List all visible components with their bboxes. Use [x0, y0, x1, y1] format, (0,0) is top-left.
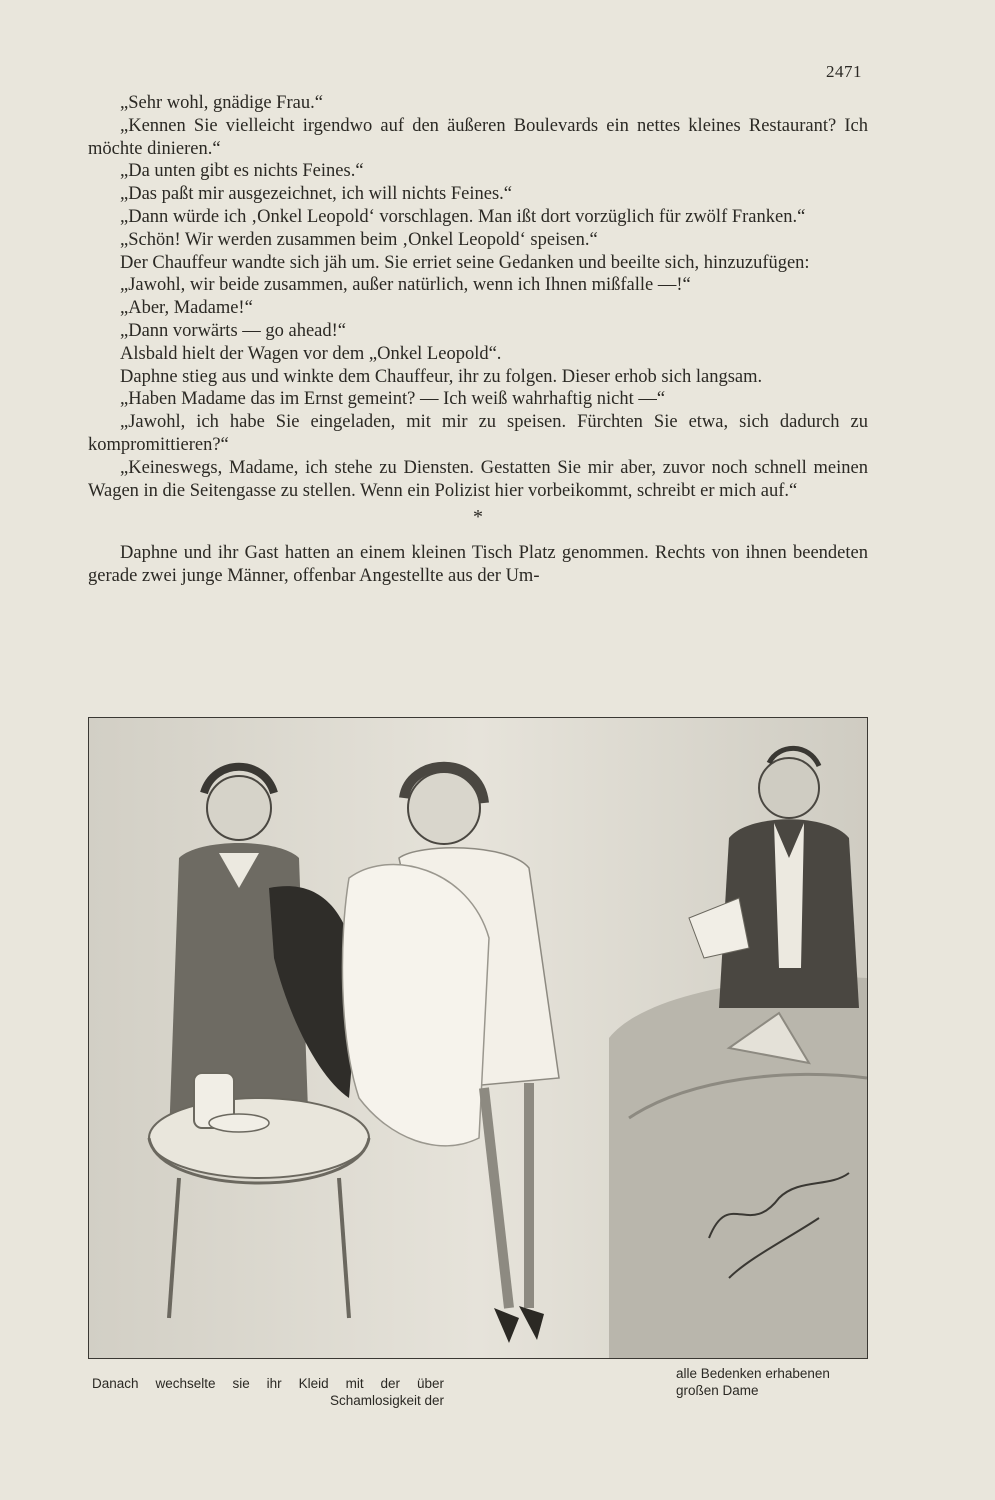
- paragraph: „Jawohl, ich habe Sie eingeladen, mit mir zu speisen. Fürchten Sie etwa, sich dadurch zu kompromittieren?“: [88, 412, 868, 455]
- paragraph: „Schön! Wir werden zusammen beim ‚Onkel Leopold‘ speisen.“: [120, 229, 598, 250]
- paragraph: „Da unten gibt es nichts Feines.“: [120, 161, 364, 182]
- paragraph: „Sehr wohl, gnädige Frau.“: [120, 93, 323, 113]
- paragraph: „Kennen Sie vielleicht irgendwo auf den äußeren Boulevards ein nettes kleines Restaurant? Ich möchte dinieren.“: [88, 115, 868, 159]
- page-number: 2471: [826, 62, 862, 81]
- paragraph: „Das paßt mir ausgezeichnet, ich will nichts Feines.“: [120, 184, 512, 205]
- illustration-dressing-scene: [88, 717, 868, 1359]
- sofa: [609, 977, 867, 1358]
- paragraph: Alsbald hielt der Wagen vor dem „Onkel Leopold“.: [120, 343, 502, 364]
- paragraph: Der Chauffeur wandte sich jäh um. Sie erriet seine Gedanken und beeilte sich, hinzuzufügen:: [120, 252, 810, 273]
- paragraph: Daphne und ihr Gast hatten an einem kleinen Tisch Platz genommen. Rechts von ihnen beendeten gerade zwei junge Männer, offenbar Angestellte aus der Um-: [88, 543, 868, 587]
- paragraph: „Haben Madame das im Ernst gemeint? — Ich weiß wahrhaftig nicht —“: [120, 389, 666, 410]
- body-text: [88, 92, 868, 588]
- paragraph: „Dann vorwärts — go ahead!“: [120, 320, 347, 341]
- section-separator: *: [473, 506, 483, 529]
- caption-right: alle Bedenken erhabenen großen Dame: [676, 1366, 830, 1398]
- illustration-drawing: [89, 718, 867, 1358]
- paragraph: „Jawohl, wir beide zusammen, außer natürlich, wenn ich Ihnen mißfalle —!“: [120, 275, 691, 296]
- white-dress-held: [342, 865, 489, 1146]
- paragraph: Daphne stieg aus und winkte dem Chauffeur, ihr zu folgen. Dieser erhob sich langsam.: [120, 366, 763, 387]
- caption-left: Danach wechselte sie ihr Kleid mit der über Schamlosigkeit der: [92, 1376, 444, 1408]
- paragraph: „Keineswegs, Madame, ich stehe zu Diensten. Gestatten Sie mir aber, zuvor noch schnell meinen Wagen in die Seitengasse zu stellen. Wenn ein Polizist hier vorbeikommt, schreibt er mich auf.“: [88, 457, 868, 501]
- paragraph: „Dann würde ich ‚Onkel Leopold‘ vorschlagen. Man ißt dort vorzüglich für zwölf Franken.“: [120, 206, 806, 227]
- paragraph: „Aber, Madame!“: [120, 298, 253, 319]
